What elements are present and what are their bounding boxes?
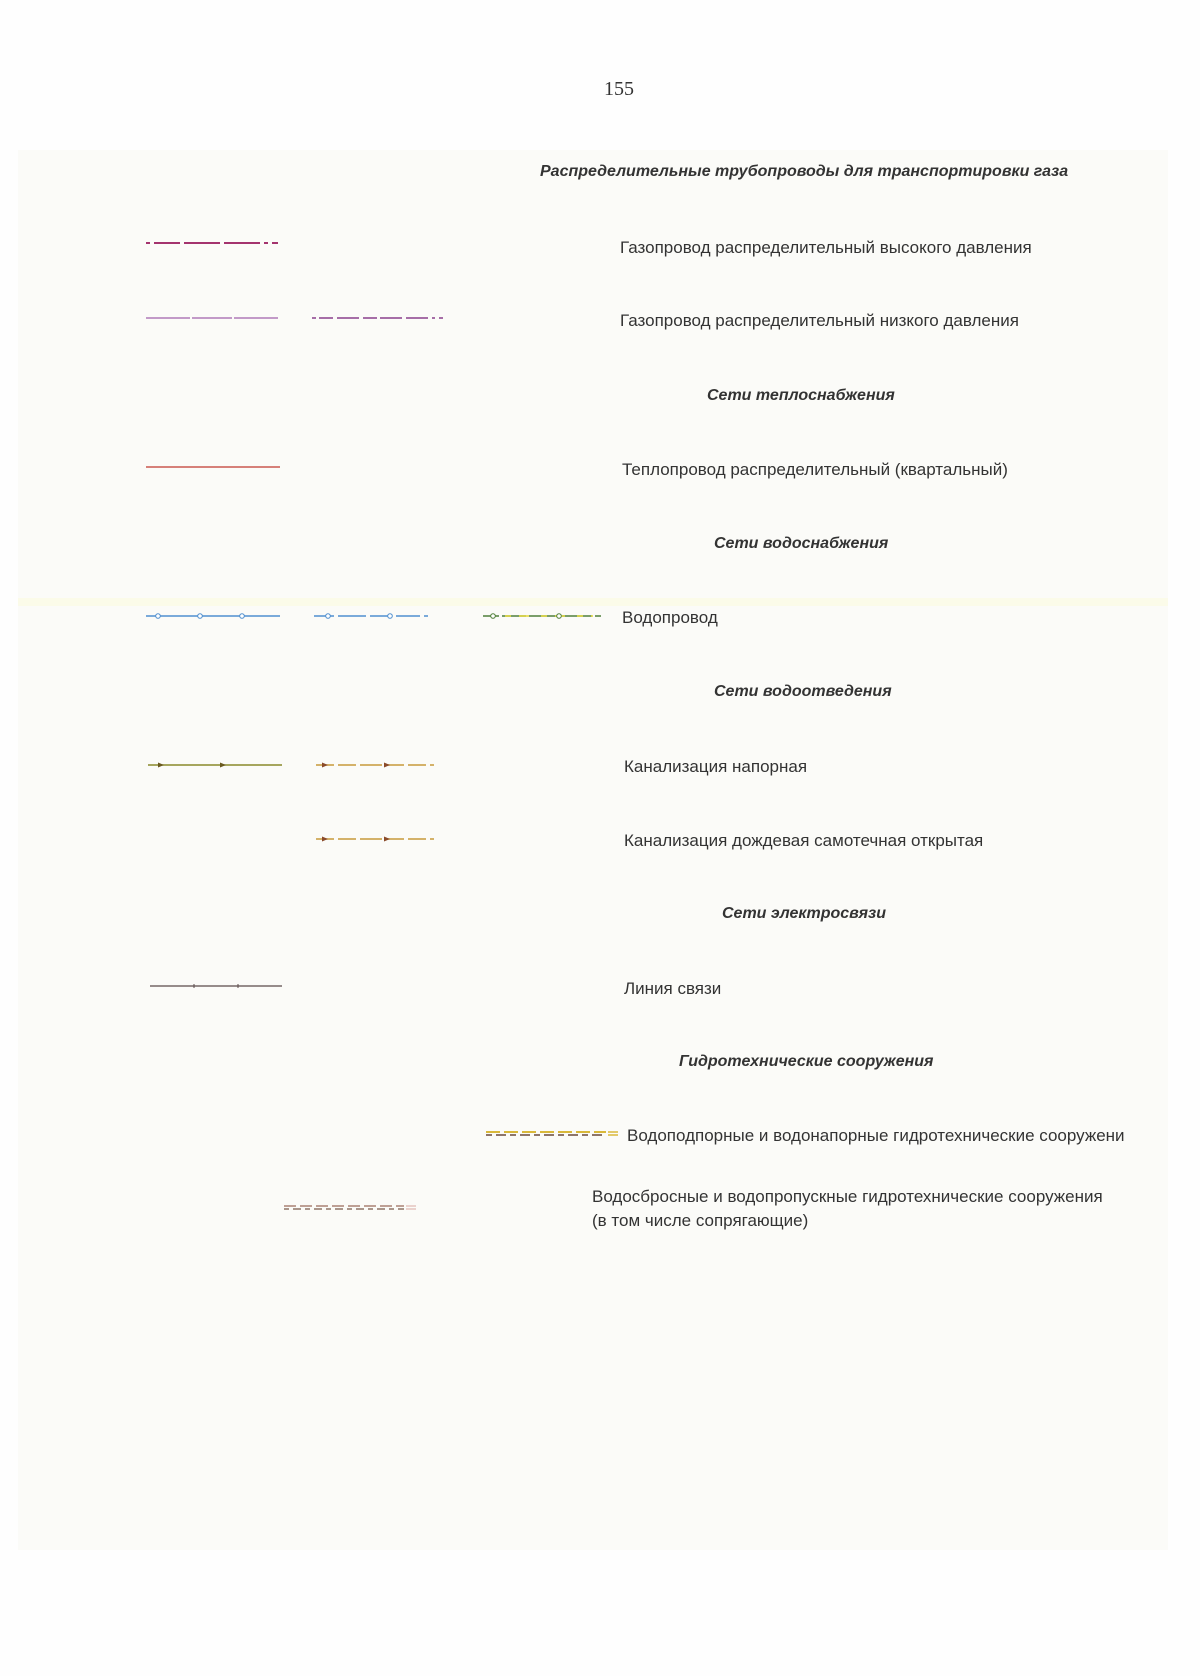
legend-label-telecom-line: Линия связи (624, 979, 722, 998)
legend-symbol-hydro-spillway (284, 1204, 416, 1212)
scan-seam (18, 598, 1168, 606)
legend-label-hydro-retaining: Водоподпорные и водонапорные гидротехнические сооружени (627, 1126, 1125, 1145)
scan-background (18, 150, 1168, 1550)
legend-symbol-sewer-pressure-dashed (316, 761, 450, 769)
legend-label-hydro-spillway-line1: Водосбросные и водопропускные гидротехнические сооружения (592, 1187, 1103, 1206)
section-heading-hydro: Гидротехнические сооружения (679, 1053, 934, 1070)
section-heading-heat: Сети теплоснабжения (707, 387, 895, 404)
legend-symbol-water-solid (146, 612, 280, 620)
section-heading-water: Сети водоснабжения (714, 535, 889, 552)
section-heading-telecom: Сети электросвязи (722, 905, 886, 922)
legend-symbol-heat-pipe (146, 464, 280, 470)
legend-label-hydro-spillway-line2: (в том числе сопрягающие) (592, 1211, 809, 1230)
legend-label-heat-pipe: Теплопровод распределительный (квартальный) (622, 460, 1008, 479)
legend-label-sewer-storm: Канализация дождевая самотечная открытая (624, 831, 984, 850)
legend-symbol-sewer-storm (316, 835, 450, 843)
legend-symbol-gas-high (146, 240, 278, 246)
legend-symbol-gas-low-dashed (312, 315, 446, 321)
legend-symbol-gas-low-solid (146, 315, 278, 321)
legend-symbol-water-alt (483, 612, 615, 620)
legend-symbol-sewer-pressure-solid (148, 761, 282, 769)
page-number: 155 (604, 78, 634, 100)
section-heading-sewer: Сети водоотведения (714, 683, 892, 700)
legend-symbol-water-dashed (314, 612, 448, 620)
legend-label-gas-high: Газопровод распределительный высокого давления (620, 238, 1032, 257)
legend-symbol-hydro-retaining (486, 1130, 618, 1138)
legend-label-gas-low: Газопровод распределительный низкого давления (620, 311, 1019, 330)
section-heading-gas: Распределительные трубопроводы для транспортировки газа (540, 163, 1069, 180)
legend-label-water: Водопровод (622, 608, 718, 627)
legend-label-sewer-pressure: Канализация напорная (624, 757, 808, 776)
legend-symbol-telecom-line (150, 983, 282, 989)
